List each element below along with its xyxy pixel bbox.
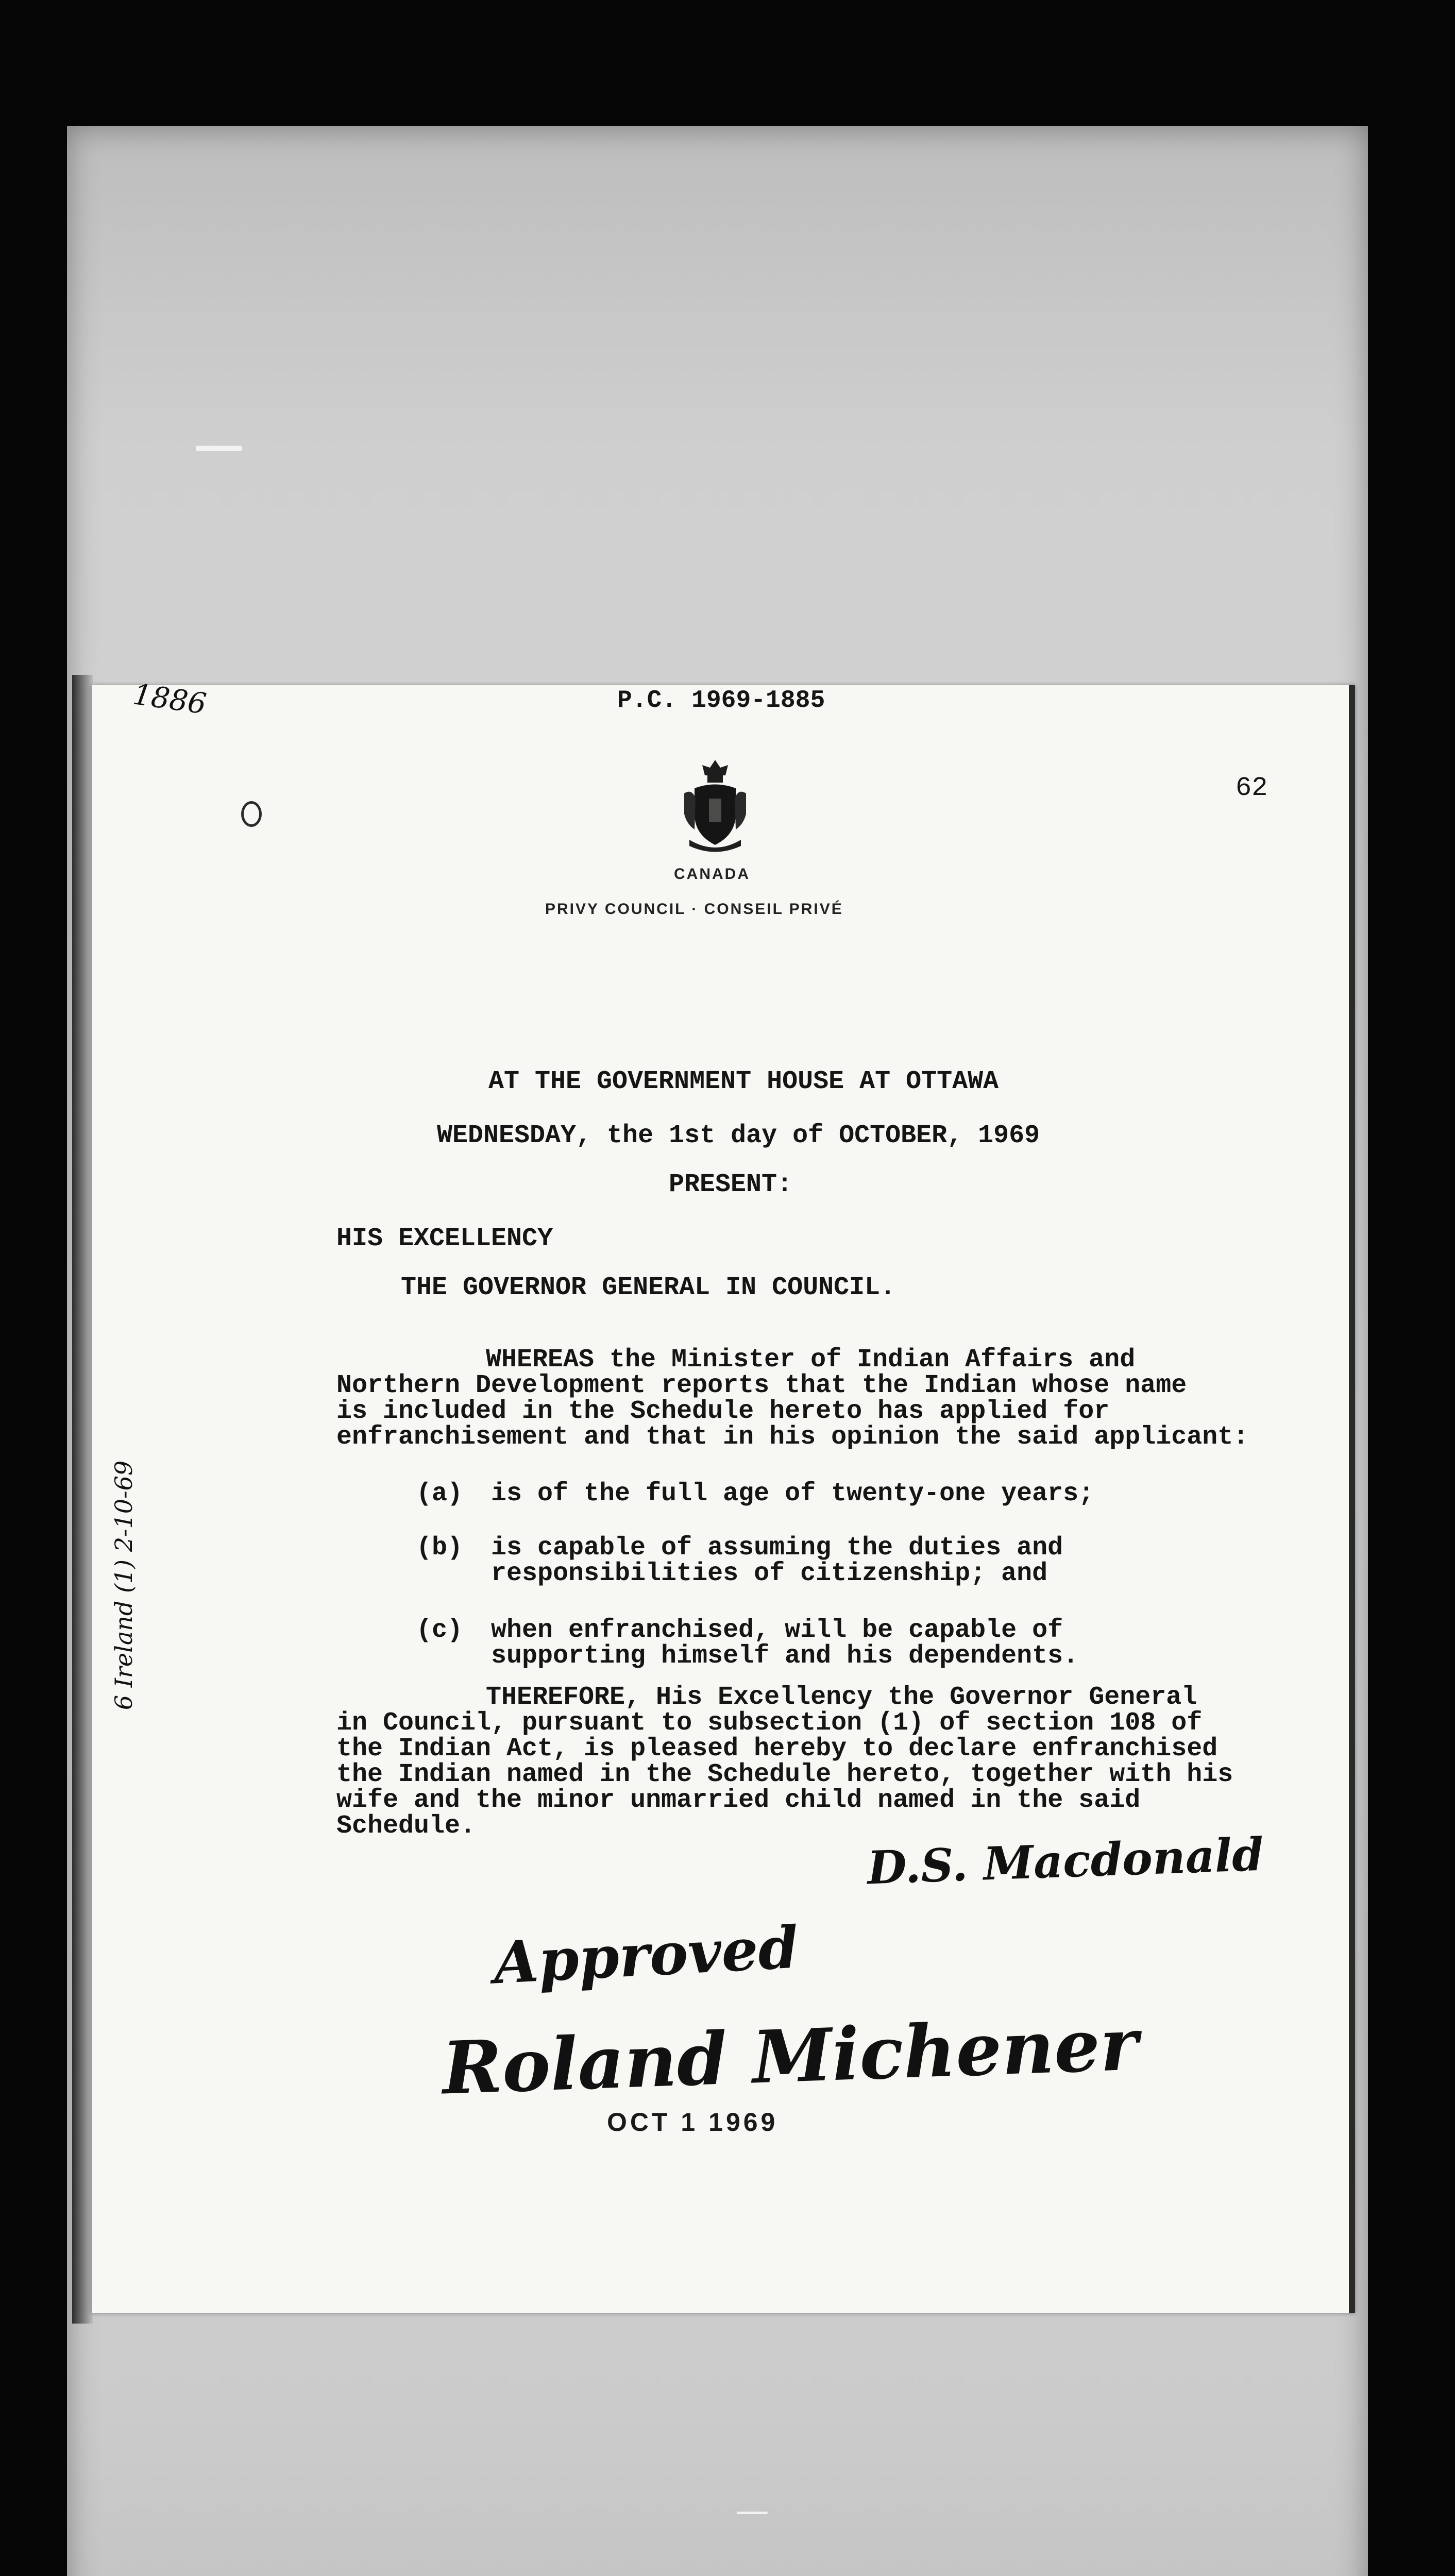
margin-note-side: 6 Ireland (1) 2-10-69 (110, 1460, 138, 1710)
governor-general-signature: Roland Michener (441, 2002, 1140, 2111)
page-shadow (72, 675, 93, 2324)
therefore-line: THEREFORE, His Excellency the Governor General (486, 1683, 1197, 1712)
therefore-line: wife and the minor unmarried child named in the said (336, 1786, 1141, 1815)
date-line: WEDNESDAY, the 1st day of OCTOBER, 1969 (437, 1121, 1040, 1150)
condition-text: is capable of assuming the duties and (491, 1533, 1063, 1563)
condition-text: supporting himself and his dependents. (491, 1641, 1079, 1671)
approved-signature: Approved (492, 1913, 800, 1997)
therefore-line: in Council, pursuant to subsection (1) of section 108 of (336, 1708, 1203, 1738)
coat-of-arms-icon (679, 757, 751, 855)
condition-marker: (c) (416, 1616, 463, 1645)
his-excellency: HIS EXCELLENCY (336, 1224, 553, 1253)
whereas-line: enfranchisement and that in his opinion the said applicant: (336, 1422, 1249, 1452)
country-label: CANADA (674, 866, 750, 883)
film-scratch (196, 446, 242, 451)
present-line: PRESENT: (669, 1170, 793, 1199)
condition-marker: (b) (416, 1533, 463, 1563)
film-scratch (737, 2512, 768, 2514)
condition-text: responsibilities of citizenship; and (491, 1559, 1048, 1588)
date-stamp: OCT 1 1969 (607, 2108, 779, 2137)
therefore-line: the Indian named in the Schedule hereto, together with his (336, 1760, 1233, 1789)
page-number: 62 (1236, 773, 1268, 803)
therefore-line: Schedule. (336, 1811, 476, 1841)
pc-number: P.C. 1969-1885 (617, 687, 825, 715)
whereas-line: Northern Development reports that the Indian whose name (336, 1371, 1187, 1400)
clerk-signature: D.S. Macdonald (866, 1827, 1265, 1895)
location-line: AT THE GOVERNMENT HOUSE AT OTTAWA (488, 1067, 999, 1096)
margin-note-top: 1886 (131, 677, 209, 721)
punch-hole-icon (241, 801, 262, 827)
therefore-line: the Indian Act, is pleased hereby to declare enfranchised (336, 1734, 1218, 1764)
condition-text: is of the full age of twenty-one years; (491, 1479, 1094, 1509)
governor-line: THE GOVERNOR GENERAL IN COUNCIL. (401, 1273, 896, 1302)
condition-text: when enfranchised, will be capable of (491, 1616, 1063, 1645)
order-in-council-page (92, 677, 1355, 2313)
condition-marker: (a) (416, 1479, 463, 1509)
council-label: PRIVY COUNCIL · CONSEIL PRIVÉ (545, 901, 843, 918)
whereas-line: WHEREAS the Minister of Indian Affairs and (486, 1345, 1136, 1375)
whereas-line: is included in the Schedule hereto has applied for (336, 1397, 1110, 1426)
